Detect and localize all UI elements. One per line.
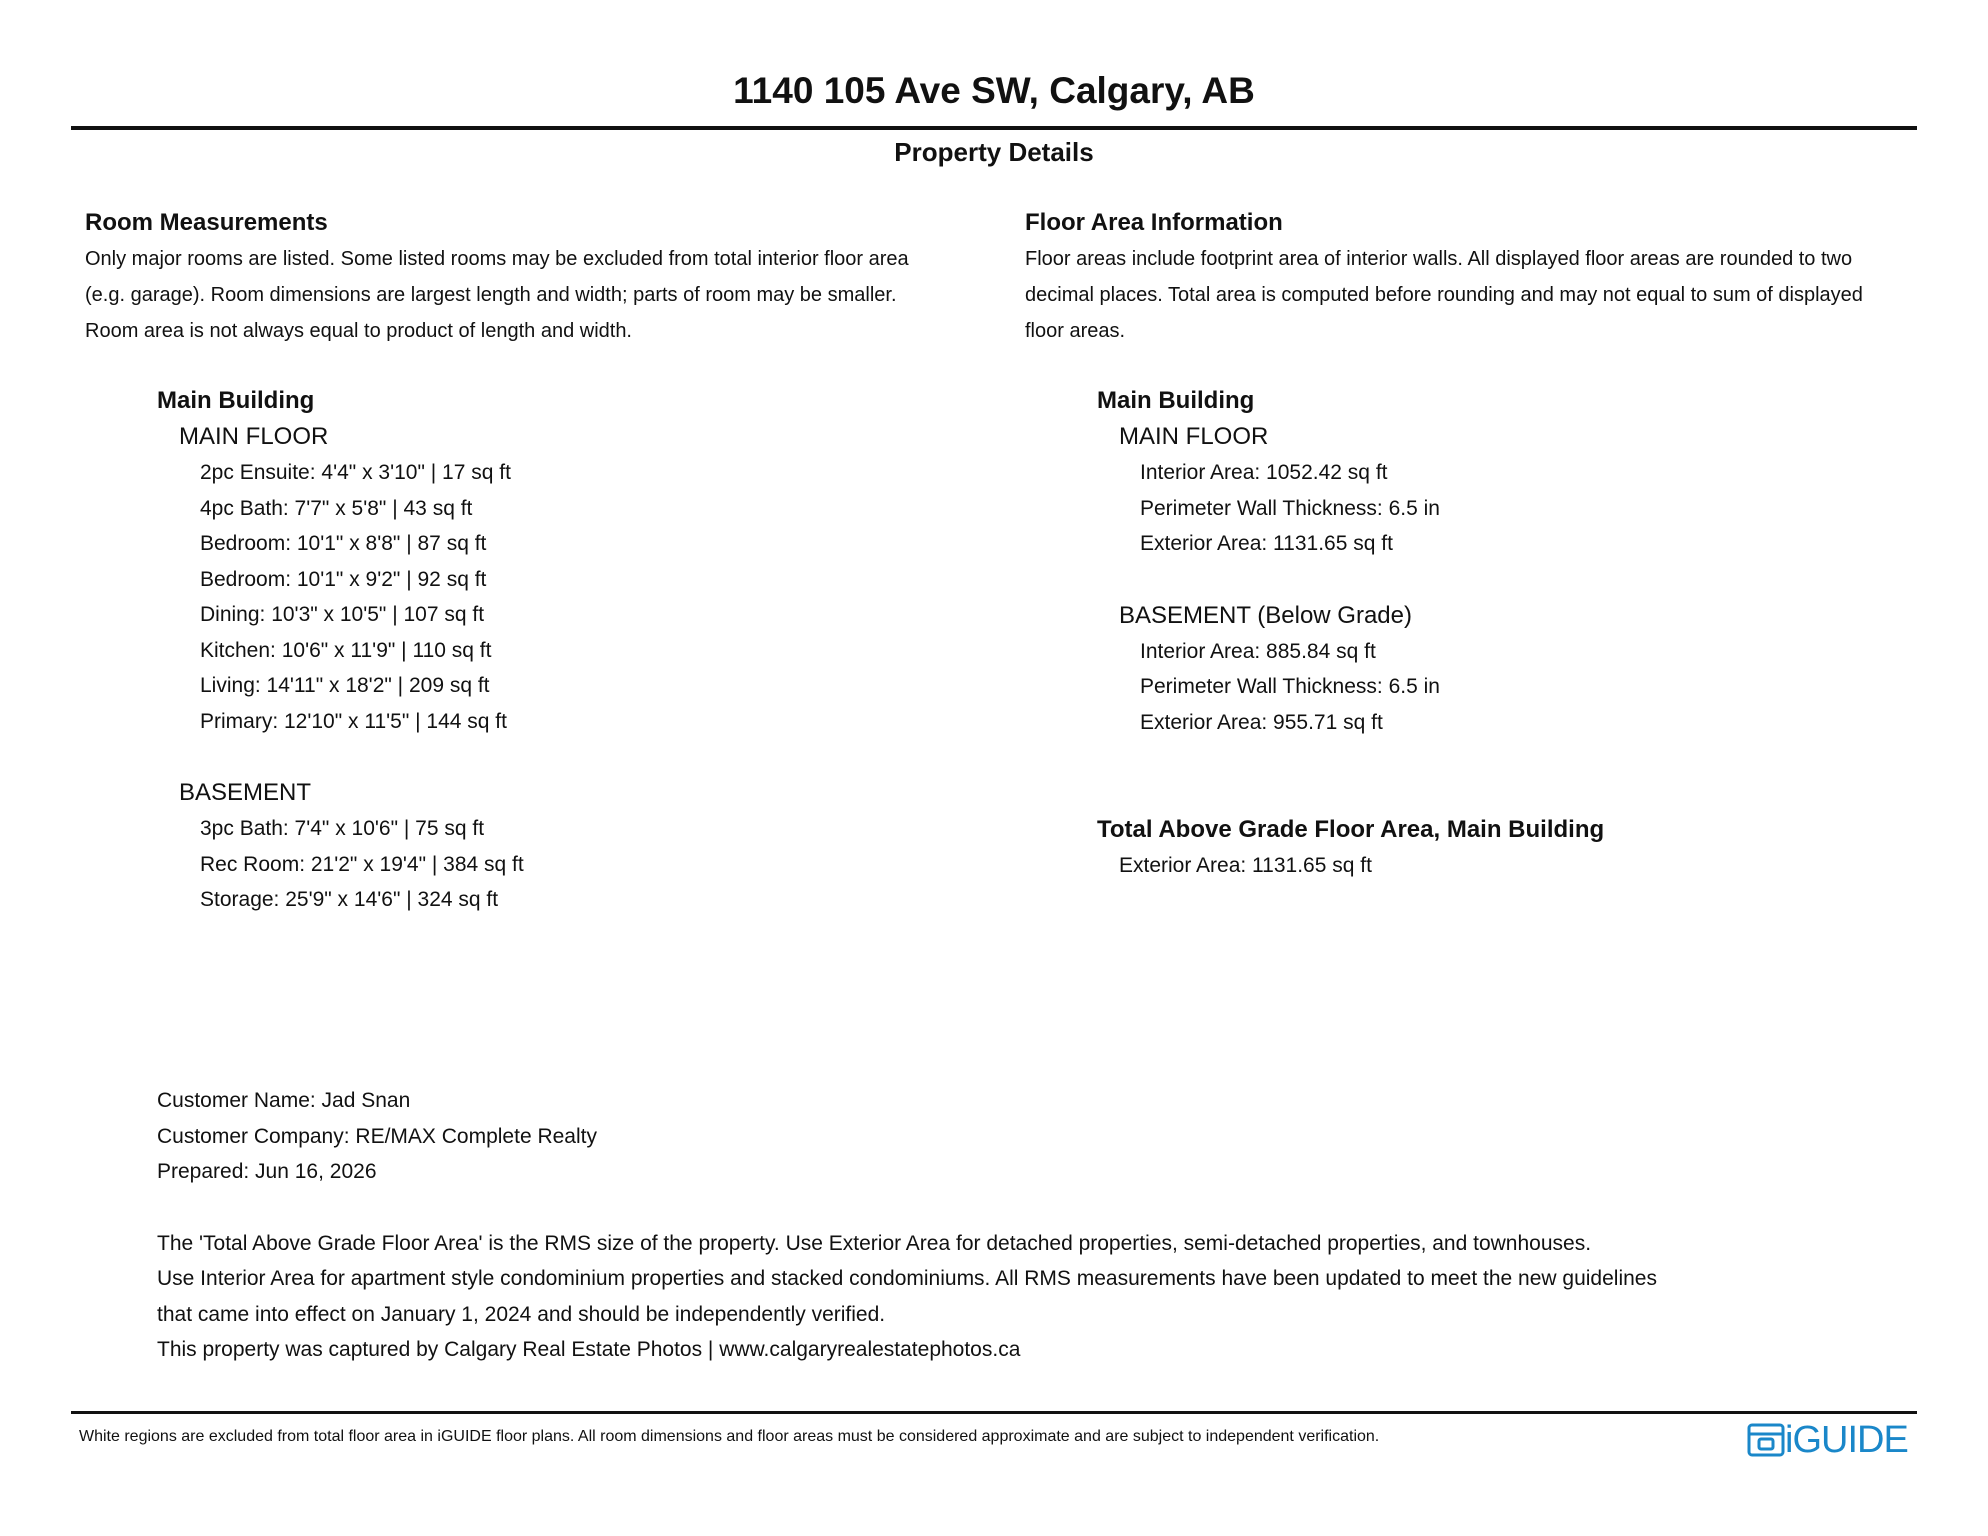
floor-area-section: [1025, 205, 1935, 349]
footer-divider: [71, 1411, 1917, 1414]
floor-area-desc-line: decimal places. Total area is computed before rounding and may not equal to sum of displayed: [1025, 284, 1863, 306]
room-item: Storage: 25'9" x 14'6" | 324 sq ft: [200, 888, 499, 911]
floor-area-desc-line: Floor areas include footprint area of interior walls. All displayed floor areas are rounded to two: [1025, 248, 1853, 270]
room-item: 2pc Ensuite: 4'4" x 3'10" | 17 sq ft: [200, 461, 511, 484]
iguide-logo-text: iGUIDE: [1785, 1419, 1908, 1461]
prepared-date: Prepared: Jun 16, 2026: [157, 1160, 377, 1183]
note-line: Use Interior Area for apartment style condominium properties and stacked condominiums. All RMS measurements have been updated to meet the new guidelines: [157, 1267, 1657, 1290]
room-item: Bedroom: 10'1" x 8'8" | 87 sq ft: [200, 532, 487, 555]
room-measurements-section: [85, 205, 995, 349]
floor-label-basement: BASEMENT (Below Grade): [1119, 601, 1412, 629]
iguide-logo: [1747, 1421, 1908, 1459]
room-measurements-desc-line: (e.g. garage). Room dimensions are largest length and width; parts of room may be smaller.: [85, 284, 897, 306]
note-line: The 'Total Above Grade Floor Area' is the RMS size of the property. Use Exterior Area for detached properties, semi-detached properties, and townhouses.: [157, 1231, 1592, 1255]
building-label: Main Building: [1097, 387, 1255, 414]
room-item: 4pc Bath: 7'7" x 5'8" | 43 sq ft: [200, 496, 473, 520]
room-item: Kitchen: 10'6" x 11'9" | 110 sq ft: [200, 638, 492, 662]
room-item: Primary: 12'10" x 11'5" | 144 sq ft: [200, 709, 507, 733]
room-item: Bedroom: 10'1" x 9'2" | 92 sq ft: [200, 567, 487, 591]
room-measurements-desc-line: Only major rooms are listed. Some listed rooms may be excluded from total interior floor area: [85, 248, 909, 270]
room-measurements-heading: Room Measurements: [85, 209, 328, 236]
floor-area-list: [1097, 383, 1988, 884]
room-item: Living: 14'11" x 18'2" | 209 sq ft: [200, 674, 490, 697]
customer-name: Customer Name: Jad Snan: [157, 1089, 411, 1112]
customer-info: [157, 1083, 1857, 1368]
floor-label-main: MAIN FLOOR: [179, 423, 329, 450]
area-item: Exterior Area: 1131.65 sq ft: [1140, 532, 1393, 555]
room-item: 3pc Bath: 7'4" x 10'6" | 75 sq ft: [200, 817, 485, 840]
note-line: that came into effect on January 1, 2024 and should be independently verified.: [157, 1302, 886, 1326]
floor-label-basement: BASEMENT: [179, 779, 312, 806]
room-list: [157, 383, 1067, 918]
total-area-item: Exterior Area: 1131.65 sq ft: [1119, 854, 1372, 877]
title-divider: [71, 126, 1917, 130]
room-measurements-desc-line: Room area is not always equal to product of length and width.: [85, 320, 632, 342]
floor-area-desc-line: floor areas.: [1025, 320, 1126, 342]
total-area-heading: Total Above Grade Floor Area, Main Building: [1097, 816, 1605, 843]
note-line: This property was captured by Calgary Real Estate Photos | www.calgaryrealestatephotos.ca: [157, 1338, 1021, 1361]
customer-company: Customer Company: RE/MAX Complete Realty: [157, 1124, 597, 1148]
footer-disclaimer: White regions are excluded from total floor area in iGUIDE floor plans. All room dimensions and floor areas must be considered approximate and are subject to independent verification.: [79, 1428, 1380, 1445]
iguide-logo-icon: [1747, 1423, 1785, 1457]
room-item: Dining: 10'3" x 10'5" | 107 sq ft: [200, 603, 485, 626]
page-title: 1140 105 Ave SW, Calgary, AB: [733, 70, 1255, 111]
area-item: Interior Area: 1052.42 sq ft: [1140, 461, 1388, 484]
area-item: Perimeter Wall Thickness: 6.5 in: [1140, 496, 1440, 520]
area-item: Exterior Area: 955.71 sq ft: [1140, 710, 1383, 734]
area-item: Interior Area: 885.84 sq ft: [1140, 639, 1376, 663]
floor-area-heading: Floor Area Information: [1025, 209, 1283, 236]
page-subtitle: Property Details: [894, 137, 1094, 167]
area-item: Perimeter Wall Thickness: 6.5 in: [1140, 675, 1440, 698]
floor-label-main: MAIN FLOOR: [1119, 423, 1269, 450]
building-label: Main Building: [157, 387, 315, 414]
room-item: Rec Room: 21'2" x 19'4" | 384 sq ft: [200, 852, 524, 876]
